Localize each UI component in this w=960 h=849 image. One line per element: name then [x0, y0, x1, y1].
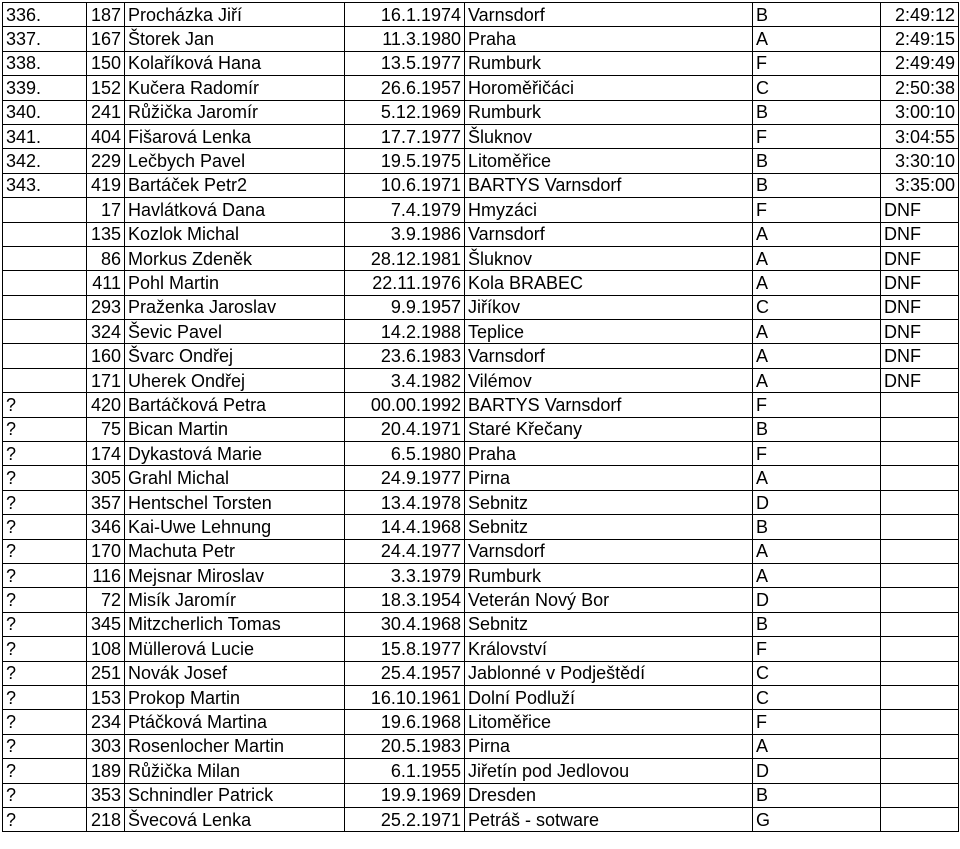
- category-cell: A: [753, 539, 881, 563]
- time-cell: 3:04:55: [881, 124, 959, 148]
- bib-number-cell: 420: [87, 393, 125, 417]
- name-cell: Praženka Jaroslav: [125, 295, 345, 319]
- time-cell: 2:49:12: [881, 3, 959, 27]
- bib-number-cell: 303: [87, 734, 125, 758]
- table-row: [3, 783, 959, 807]
- rank-cell: [3, 198, 87, 222]
- table-row: [3, 124, 959, 148]
- bib-number-cell: 167: [87, 27, 125, 51]
- birth-date-cell: 3.9.1986: [345, 222, 465, 246]
- rank-cell: ?: [3, 588, 87, 612]
- category-cell: B: [753, 3, 881, 27]
- category-cell: F: [753, 51, 881, 75]
- name-cell: Uherek Ondřej: [125, 368, 345, 392]
- name-cell: Prokop Martin: [125, 685, 345, 709]
- table-row: [3, 637, 959, 661]
- table-row: [3, 515, 959, 539]
- birth-date-cell: 16.10.1961: [345, 685, 465, 709]
- table-row: [3, 490, 959, 514]
- club-cell: Varnsdorf: [465, 344, 753, 368]
- club-cell: Pirna: [465, 734, 753, 758]
- time-cell: [881, 442, 959, 466]
- bib-number-cell: 72: [87, 588, 125, 612]
- time-cell: DNF: [881, 271, 959, 295]
- club-cell: Varnsdorf: [465, 3, 753, 27]
- club-cell: Jiříkov: [465, 295, 753, 319]
- rank-cell: 340.: [3, 100, 87, 124]
- birth-date-cell: 19.5.1975: [345, 149, 465, 173]
- bib-number-cell: 152: [87, 76, 125, 100]
- birth-date-cell: 14.4.1968: [345, 515, 465, 539]
- bib-number-cell: 241: [87, 100, 125, 124]
- birth-date-cell: 7.4.1979: [345, 198, 465, 222]
- birth-date-cell: 24.9.1977: [345, 466, 465, 490]
- time-cell: [881, 393, 959, 417]
- name-cell: Novák Josef: [125, 661, 345, 685]
- time-cell: 3:30:10: [881, 149, 959, 173]
- bib-number-cell: 411: [87, 271, 125, 295]
- name-cell: Ševic Pavel: [125, 320, 345, 344]
- category-cell: A: [753, 368, 881, 392]
- bib-number-cell: 86: [87, 246, 125, 270]
- name-cell: Kučera Radomír: [125, 76, 345, 100]
- birth-date-cell: 10.6.1971: [345, 173, 465, 197]
- category-cell: F: [753, 442, 881, 466]
- rank-cell: ?: [3, 442, 87, 466]
- birth-date-cell: 3.3.1979: [345, 563, 465, 587]
- rank-cell: ?: [3, 417, 87, 441]
- club-cell: Varnsdorf: [465, 539, 753, 563]
- name-cell: Kolaříková Hana: [125, 51, 345, 75]
- category-cell: A: [753, 246, 881, 270]
- birth-date-cell: 24.4.1977: [345, 539, 465, 563]
- rank-cell: [3, 344, 87, 368]
- name-cell: Lečbych Pavel: [125, 149, 345, 173]
- time-cell: [881, 685, 959, 709]
- birth-date-cell: 5.12.1969: [345, 100, 465, 124]
- category-cell: F: [753, 710, 881, 734]
- club-cell: Staré Křečany: [465, 417, 753, 441]
- club-cell: Dresden: [465, 783, 753, 807]
- category-cell: G: [753, 807, 881, 831]
- birth-date-cell: 6.1.1955: [345, 759, 465, 783]
- table-row: [3, 295, 959, 319]
- birth-date-cell: 17.7.1977: [345, 124, 465, 148]
- bib-number-cell: 135: [87, 222, 125, 246]
- time-cell: [881, 807, 959, 831]
- birth-date-cell: 19.9.1969: [345, 783, 465, 807]
- rank-cell: [3, 295, 87, 319]
- name-cell: Misík Jaromír: [125, 588, 345, 612]
- rank-cell: ?: [3, 393, 87, 417]
- name-cell: Švecová Lenka: [125, 807, 345, 831]
- rank-cell: 343.: [3, 173, 87, 197]
- name-cell: Schnindler Patrick: [125, 783, 345, 807]
- time-cell: [881, 515, 959, 539]
- club-cell: Rumburk: [465, 100, 753, 124]
- category-cell: B: [753, 515, 881, 539]
- time-cell: [881, 710, 959, 734]
- time-cell: [881, 490, 959, 514]
- name-cell: Kai-Uwe Lehnung: [125, 515, 345, 539]
- time-cell: DNF: [881, 368, 959, 392]
- rank-cell: ?: [3, 563, 87, 587]
- birth-date-cell: 26.6.1957: [345, 76, 465, 100]
- time-cell: DNF: [881, 320, 959, 344]
- table-row: [3, 27, 959, 51]
- rank-cell: ?: [3, 661, 87, 685]
- category-cell: B: [753, 417, 881, 441]
- birth-date-cell: 00.00.1992: [345, 393, 465, 417]
- time-cell: 2:49:49: [881, 51, 959, 75]
- time-cell: [881, 759, 959, 783]
- bib-number-cell: 17: [87, 198, 125, 222]
- rank-cell: ?: [3, 685, 87, 709]
- club-cell: Šluknov: [465, 124, 753, 148]
- table-row: [3, 246, 959, 270]
- category-cell: B: [753, 149, 881, 173]
- birth-date-cell: 14.2.1988: [345, 320, 465, 344]
- birth-date-cell: 16.1.1974: [345, 3, 465, 27]
- birth-date-cell: 3.4.1982: [345, 368, 465, 392]
- birth-date-cell: 13.5.1977: [345, 51, 465, 75]
- category-cell: B: [753, 612, 881, 636]
- club-cell: Jablonné v Podještědí: [465, 661, 753, 685]
- rank-cell: [3, 320, 87, 344]
- category-cell: A: [753, 344, 881, 368]
- bib-number-cell: 116: [87, 563, 125, 587]
- name-cell: Ptáčková Martina: [125, 710, 345, 734]
- club-cell: Petráš - sotware: [465, 807, 753, 831]
- category-cell: D: [753, 759, 881, 783]
- name-cell: Grahl Michal: [125, 466, 345, 490]
- table-row: [3, 417, 959, 441]
- bib-number-cell: 346: [87, 515, 125, 539]
- table-row: [3, 393, 959, 417]
- name-cell: Dykastová Marie: [125, 442, 345, 466]
- rank-cell: ?: [3, 807, 87, 831]
- club-cell: Kola BRABEC: [465, 271, 753, 295]
- bib-number-cell: 153: [87, 685, 125, 709]
- time-cell: 2:50:38: [881, 76, 959, 100]
- birth-date-cell: 13.4.1978: [345, 490, 465, 514]
- rank-cell: ?: [3, 637, 87, 661]
- bib-number-cell: 404: [87, 124, 125, 148]
- time-cell: [881, 563, 959, 587]
- category-cell: B: [753, 783, 881, 807]
- time-cell: DNF: [881, 344, 959, 368]
- table-row: [3, 76, 959, 100]
- table-row: [3, 320, 959, 344]
- name-cell: Rosenlocher Martin: [125, 734, 345, 758]
- table-row: [3, 173, 959, 197]
- birth-date-cell: 25.4.1957: [345, 661, 465, 685]
- table-row: [3, 539, 959, 563]
- birth-date-cell: 30.4.1968: [345, 612, 465, 636]
- bib-number-cell: 108: [87, 637, 125, 661]
- table-row: [3, 466, 959, 490]
- birth-date-cell: 20.4.1971: [345, 417, 465, 441]
- birth-date-cell: 11.3.1980: [345, 27, 465, 51]
- birth-date-cell: 6.5.1980: [345, 442, 465, 466]
- category-cell: A: [753, 320, 881, 344]
- birth-date-cell: 23.6.1983: [345, 344, 465, 368]
- rank-cell: [3, 246, 87, 270]
- category-cell: A: [753, 466, 881, 490]
- club-cell: Rumburk: [465, 563, 753, 587]
- birth-date-cell: 18.3.1954: [345, 588, 465, 612]
- club-cell: Sebnitz: [465, 490, 753, 514]
- time-cell: [881, 539, 959, 563]
- time-cell: DNF: [881, 295, 959, 319]
- table-row: [3, 588, 959, 612]
- time-cell: 3:35:00: [881, 173, 959, 197]
- table-row: [3, 222, 959, 246]
- category-cell: A: [753, 563, 881, 587]
- name-cell: Hentschel Torsten: [125, 490, 345, 514]
- category-cell: C: [753, 295, 881, 319]
- table-row: [3, 612, 959, 636]
- category-cell: C: [753, 76, 881, 100]
- table-row: [3, 563, 959, 587]
- bib-number-cell: 171: [87, 368, 125, 392]
- name-cell: Morkus Zdeněk: [125, 246, 345, 270]
- name-cell: Kozlok Michal: [125, 222, 345, 246]
- bib-number-cell: 160: [87, 344, 125, 368]
- name-cell: Pohl Martin: [125, 271, 345, 295]
- time-cell: 2:49:15: [881, 27, 959, 51]
- table-row: [3, 368, 959, 392]
- name-cell: Bartáček Petr2: [125, 173, 345, 197]
- bib-number-cell: 251: [87, 661, 125, 685]
- category-cell: C: [753, 685, 881, 709]
- bib-number-cell: 324: [87, 320, 125, 344]
- rank-cell: 342.: [3, 149, 87, 173]
- name-cell: Havlátková Dana: [125, 198, 345, 222]
- category-cell: A: [753, 271, 881, 295]
- birth-date-cell: 22.11.1976: [345, 271, 465, 295]
- club-cell: Praha: [465, 27, 753, 51]
- category-cell: F: [753, 124, 881, 148]
- time-cell: [881, 417, 959, 441]
- rank-cell: ?: [3, 710, 87, 734]
- table-row: [3, 734, 959, 758]
- category-cell: D: [753, 490, 881, 514]
- club-cell: Litoměřice: [465, 710, 753, 734]
- club-cell: Království: [465, 637, 753, 661]
- rank-cell: 338.: [3, 51, 87, 75]
- category-cell: C: [753, 661, 881, 685]
- time-cell: DNF: [881, 246, 959, 270]
- time-cell: [881, 734, 959, 758]
- table-row: [3, 271, 959, 295]
- category-cell: F: [753, 198, 881, 222]
- rank-cell: 336.: [3, 3, 87, 27]
- bib-number-cell: 357: [87, 490, 125, 514]
- category-cell: A: [753, 27, 881, 51]
- bib-number-cell: 75: [87, 417, 125, 441]
- bib-number-cell: 229: [87, 149, 125, 173]
- table-row: [3, 3, 959, 27]
- table-row: [3, 685, 959, 709]
- table-row: [3, 149, 959, 173]
- rank-cell: ?: [3, 515, 87, 539]
- bib-number-cell: 174: [87, 442, 125, 466]
- rank-cell: ?: [3, 612, 87, 636]
- rank-cell: ?: [3, 490, 87, 514]
- category-cell: A: [753, 222, 881, 246]
- name-cell: Růžička Milan: [125, 759, 345, 783]
- club-cell: Pirna: [465, 466, 753, 490]
- bib-number-cell: 170: [87, 539, 125, 563]
- bib-number-cell: 234: [87, 710, 125, 734]
- club-cell: Hmyzáci: [465, 198, 753, 222]
- birth-date-cell: 15.8.1977: [345, 637, 465, 661]
- rank-cell: ?: [3, 539, 87, 563]
- rank-cell: [3, 222, 87, 246]
- rank-cell: 341.: [3, 124, 87, 148]
- time-cell: [881, 588, 959, 612]
- bib-number-cell: 353: [87, 783, 125, 807]
- time-cell: 3:00:10: [881, 100, 959, 124]
- table-row: [3, 344, 959, 368]
- category-cell: F: [753, 393, 881, 417]
- name-cell: Bican Martin: [125, 417, 345, 441]
- name-cell: Bartáčková Petra: [125, 393, 345, 417]
- birth-date-cell: 19.6.1968: [345, 710, 465, 734]
- rank-cell: ?: [3, 759, 87, 783]
- bib-number-cell: 419: [87, 173, 125, 197]
- rank-cell: 339.: [3, 76, 87, 100]
- name-cell: Mitzcherlich Tomas: [125, 612, 345, 636]
- time-cell: [881, 612, 959, 636]
- rank-cell: [3, 271, 87, 295]
- club-cell: BARTYS Varnsdorf: [465, 173, 753, 197]
- rank-cell: 337.: [3, 27, 87, 51]
- time-cell: [881, 661, 959, 685]
- name-cell: Štorek Jan: [125, 27, 345, 51]
- category-cell: D: [753, 588, 881, 612]
- club-cell: BARTYS Varnsdorf: [465, 393, 753, 417]
- rank-cell: ?: [3, 783, 87, 807]
- table-row: [3, 198, 959, 222]
- results-body: [3, 3, 959, 832]
- club-cell: Veterán Nový Bor: [465, 588, 753, 612]
- rank-cell: [3, 368, 87, 392]
- name-cell: Mejsnar Miroslav: [125, 563, 345, 587]
- bib-number-cell: 150: [87, 51, 125, 75]
- club-cell: Šluknov: [465, 246, 753, 270]
- birth-date-cell: 28.12.1981: [345, 246, 465, 270]
- rank-cell: ?: [3, 734, 87, 758]
- category-cell: F: [753, 637, 881, 661]
- bib-number-cell: 189: [87, 759, 125, 783]
- category-cell: B: [753, 173, 881, 197]
- club-cell: Rumburk: [465, 51, 753, 75]
- category-cell: B: [753, 100, 881, 124]
- club-cell: Varnsdorf: [465, 222, 753, 246]
- club-cell: Jiřetín pod Jedlovou: [465, 759, 753, 783]
- table-row: [3, 807, 959, 831]
- birth-date-cell: 9.9.1957: [345, 295, 465, 319]
- bib-number-cell: 305: [87, 466, 125, 490]
- name-cell: Machuta Petr: [125, 539, 345, 563]
- name-cell: Procházka Jiří: [125, 3, 345, 27]
- time-cell: [881, 783, 959, 807]
- results-table: [2, 2, 959, 832]
- table-row: [3, 759, 959, 783]
- category-cell: A: [753, 734, 881, 758]
- rank-cell: ?: [3, 466, 87, 490]
- birth-date-cell: 20.5.1983: [345, 734, 465, 758]
- bib-number-cell: 345: [87, 612, 125, 636]
- club-cell: Horoměřičáci: [465, 76, 753, 100]
- club-cell: Vilémov: [465, 368, 753, 392]
- club-cell: Sebnitz: [465, 612, 753, 636]
- time-cell: DNF: [881, 198, 959, 222]
- table-row: [3, 661, 959, 685]
- table-row: [3, 442, 959, 466]
- time-cell: [881, 466, 959, 490]
- table-row: [3, 710, 959, 734]
- table-row: [3, 51, 959, 75]
- name-cell: Fišarová Lenka: [125, 124, 345, 148]
- name-cell: Müllerová Lucie: [125, 637, 345, 661]
- name-cell: Švarc Ondřej: [125, 344, 345, 368]
- club-cell: Praha: [465, 442, 753, 466]
- bib-number-cell: 218: [87, 807, 125, 831]
- birth-date-cell: 25.2.1971: [345, 807, 465, 831]
- bib-number-cell: 187: [87, 3, 125, 27]
- club-cell: Teplice: [465, 320, 753, 344]
- name-cell: Růžička Jaromír: [125, 100, 345, 124]
- time-cell: DNF: [881, 222, 959, 246]
- club-cell: Sebnitz: [465, 515, 753, 539]
- club-cell: Dolní Podluží: [465, 685, 753, 709]
- club-cell: Litoměřice: [465, 149, 753, 173]
- table-row: [3, 100, 959, 124]
- bib-number-cell: 293: [87, 295, 125, 319]
- time-cell: [881, 637, 959, 661]
